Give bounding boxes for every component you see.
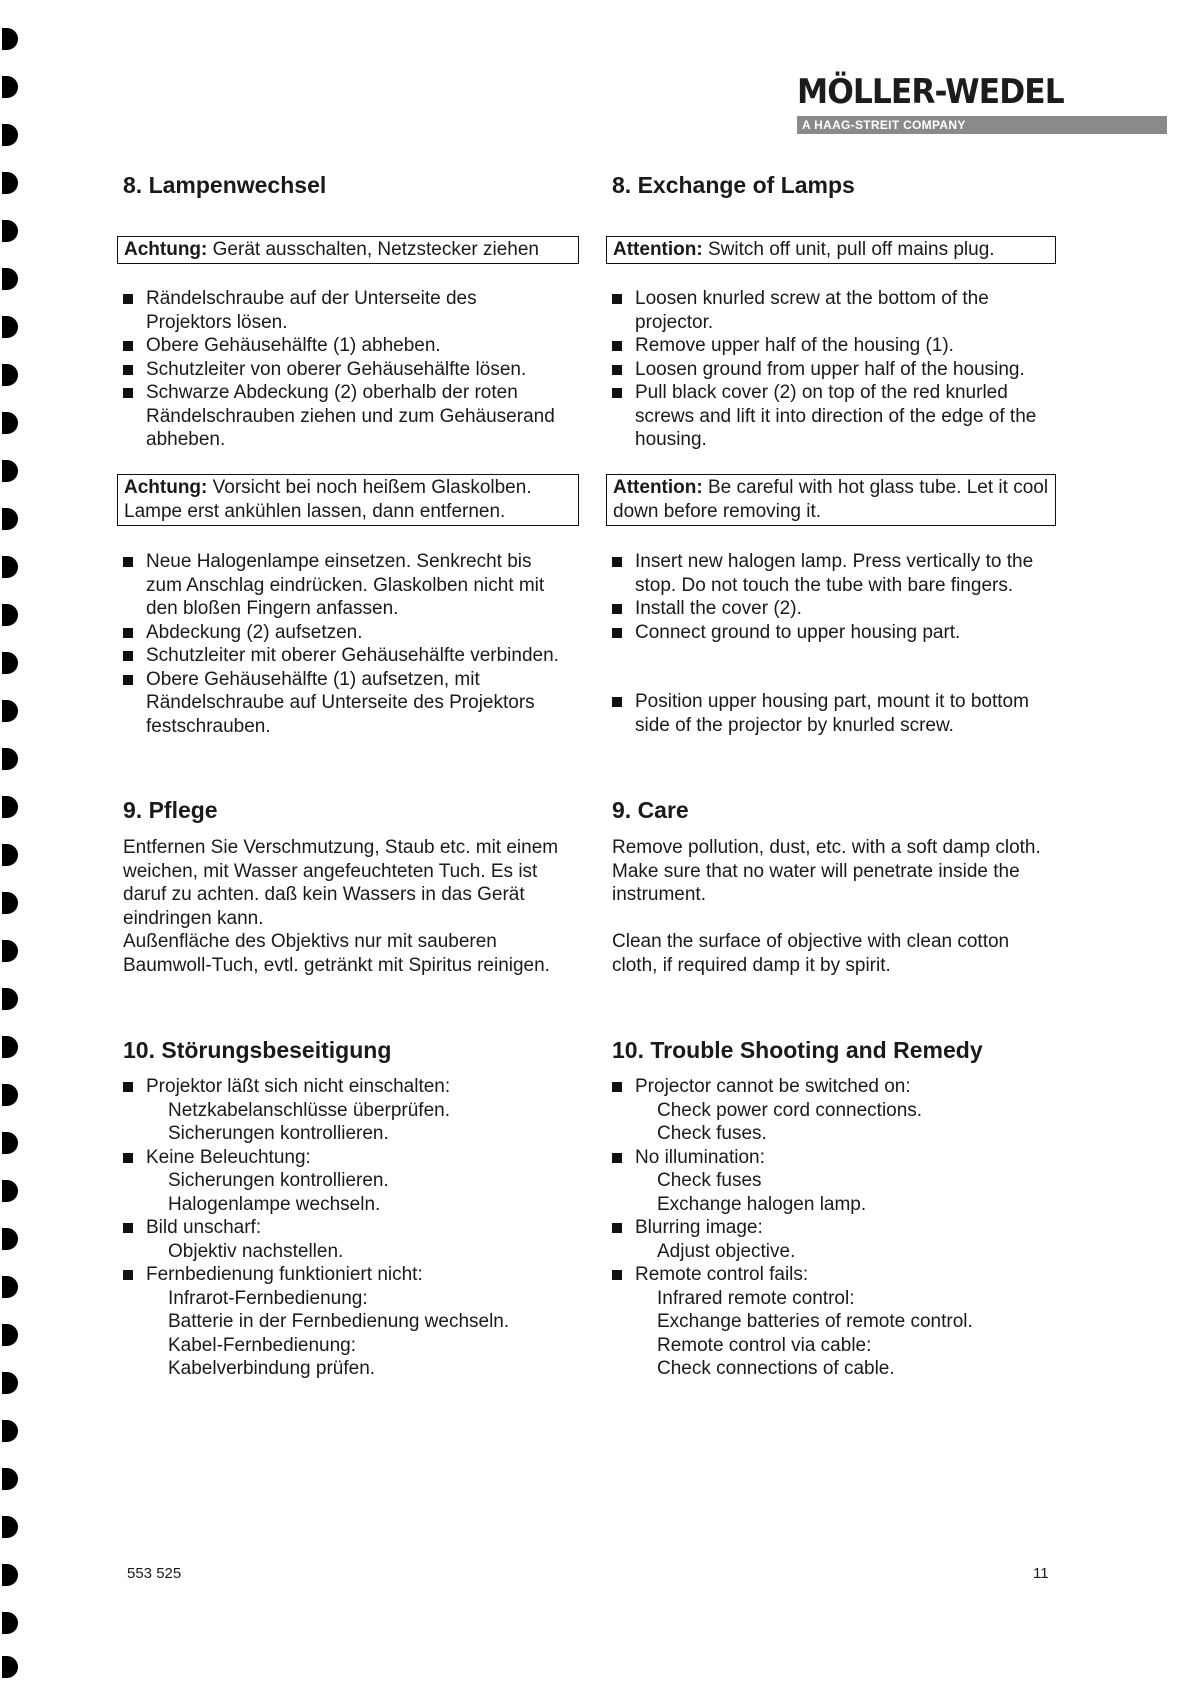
- list-item: Install the cover (2).: [612, 597, 1057, 621]
- care-text-1: Entfernen Sie Verschmutzung, Staub etc. mit einem weichen, mit Wasser angefeuchteten Tuch. Es ist daruf zu achten. daß kein Wassers in das Gerät eindringen kann.: [123, 837, 559, 929]
- remedy-text: Objektiv nachstellen.: [168, 1240, 344, 1262]
- attention-text: Be careful with hot glass tube. Let it cool down before removing it.: [613, 477, 1049, 522]
- section-9-title-en: 9. Care: [612, 797, 689, 823]
- list-item: [123, 1146, 578, 1217]
- remedy-text: Kabel-Fernbedienung:: [168, 1334, 357, 1356]
- binding-hole: [2, 220, 18, 242]
- steps-list-1-de: [123, 287, 563, 452]
- attention-box-1-de: [117, 236, 579, 264]
- list-item: Schutzleiter von oberer Gehäusehälfte lösen.: [123, 358, 563, 382]
- binding-hole: [2, 556, 18, 578]
- remedy-text: Check power cord connections.: [657, 1099, 923, 1121]
- remedy-text: Check connections of cable.: [657, 1358, 895, 1379]
- attention-label: Achtung:: [124, 239, 208, 260]
- care-paragraph-en-2: Clean the surface of objective with clean cotton cloth, if required damp it by spirit.: [612, 931, 1010, 976]
- binding-hole: [2, 604, 18, 626]
- binding-hole: [2, 1468, 18, 1490]
- attention-label: Achtung:: [124, 477, 208, 498]
- binding-hole: [2, 364, 18, 386]
- binding-hole: [2, 1324, 18, 1346]
- binding-hole: [2, 1132, 18, 1154]
- remedy-text: Check fuses: [657, 1170, 762, 1191]
- binding-hole: [2, 28, 18, 50]
- attention-box-2-de: [117, 474, 579, 526]
- binding-hole: [2, 748, 18, 770]
- binding-hole: [2, 892, 18, 914]
- steps-list-2-en: [612, 550, 1057, 644]
- list-item: Remove upper half of the housing (1).: [612, 334, 1057, 358]
- list-item: [612, 1146, 1067, 1217]
- binding-hole: [2, 796, 18, 818]
- problem-text: Remote control fails:: [635, 1264, 809, 1285]
- binding-hole: [2, 652, 18, 674]
- binding-hole: [2, 700, 18, 722]
- problem-text: Fernbedienung funktioniert nicht:: [146, 1264, 423, 1285]
- binding-hole: [2, 1564, 18, 1586]
- problem-text: Bild unscharf:: [146, 1217, 262, 1238]
- problem-text: Projektor läßt sich nicht einschalten:: [146, 1076, 451, 1097]
- list-item: Rändelschraube auf der Unterseite des Projektors lösen.: [123, 287, 563, 334]
- binding-holes: [2, 0, 22, 1691]
- binding-hole: [2, 412, 18, 434]
- binding-hole: [2, 508, 18, 530]
- binding-hole: [2, 1276, 18, 1298]
- remedy-text: Remote control via cable:: [657, 1334, 872, 1356]
- remedy-text: Exchange halogen lamp.: [657, 1193, 867, 1215]
- problem-text: Projector cannot be switched on:: [635, 1076, 911, 1097]
- remedy-text: Sicherungen kontrollieren.: [168, 1123, 389, 1144]
- binding-hole: [2, 268, 18, 290]
- section-8-title-en: 8. Exchange of Lamps: [612, 172, 855, 198]
- attention-box-2-en: [606, 474, 1056, 526]
- binding-hole: [2, 1516, 18, 1538]
- attention-label: Attention:: [613, 239, 703, 260]
- remedy-text: Infrarot-Fernbedienung:: [168, 1287, 368, 1309]
- list-item: Insert new halogen lamp. Press vertically to the stop. Do not touch the tube with bare fingers.: [612, 550, 1057, 597]
- care-paragraph-de: [123, 836, 563, 977]
- care-paragraph-en-1: Remove pollution, dust, etc. with a soft damp cloth. Make sure that no water will penetrate inside the instrument.: [612, 837, 1041, 905]
- remedy-text: Infrared remote control:: [657, 1287, 855, 1309]
- binding-hole: [2, 460, 18, 482]
- attention-text: Gerät ausschalten, Netzstecker ziehen: [207, 239, 539, 260]
- binding-hole: [2, 1656, 18, 1678]
- page-number: 11: [1033, 1565, 1049, 1582]
- problem-text: No illumination:: [635, 1146, 765, 1168]
- list-item: [612, 1216, 1067, 1263]
- problem-text: Blurring image:: [635, 1217, 763, 1238]
- list-item: [612, 1263, 1067, 1381]
- remedy-text: Sicherungen kontrollieren.: [168, 1170, 389, 1191]
- binding-hole: [2, 1228, 18, 1250]
- remedy-text: Exchange batteries of remote control.: [657, 1311, 973, 1332]
- attention-text: Switch off unit, pull off mains plug.: [702, 239, 995, 260]
- brand-name: MÖLLER-WEDEL: [797, 72, 1064, 112]
- binding-hole: [2, 1084, 18, 1106]
- list-item: [123, 1075, 578, 1146]
- remedy-text: Netzkabelanschlüsse überprüfen.: [168, 1099, 451, 1121]
- list-item: Schutzleiter mit oberer Gehäusehälfte verbinden.: [123, 644, 563, 668]
- list-item: Obere Gehäusehälfte (1) abheben.: [123, 334, 563, 358]
- list-item: Position upper housing part, mount it to bottom side of the projector by knurled screw.: [612, 690, 1057, 737]
- attention-label: Attention:: [613, 477, 703, 498]
- attention-box-1-en: [606, 236, 1056, 264]
- brand-tagline: A HAAG-STREIT COMPANY: [797, 116, 1167, 134]
- remedy-text: Batterie in der Fernbedienung wechseln.: [168, 1311, 510, 1332]
- care-text-2: Außenfläche des Objektivs nur mit sauberen Baumwoll-Tuch, evtl. getränkt mit Spiritus reinigen.: [123, 931, 550, 976]
- trouble-list-de: [123, 1075, 578, 1381]
- remedy-text: Halogenlampe wechseln.: [168, 1193, 381, 1215]
- list-item: [123, 1216, 578, 1263]
- binding-hole: [2, 1372, 18, 1394]
- list-item: [123, 1263, 578, 1381]
- binding-hole: [2, 172, 18, 194]
- brand-logo: [797, 72, 1177, 134]
- binding-hole: [2, 844, 18, 866]
- list-item: Obere Gehäusehälfte (1) aufsetzen, mit Rändelschraube auf Unterseite des Projektors festschrauben.: [123, 668, 563, 739]
- binding-hole: [2, 1420, 18, 1442]
- section-10-title-de: 10. Störungsbeseitigung: [123, 1037, 392, 1063]
- section-10-title-en: 10. Trouble Shooting and Remedy: [612, 1037, 983, 1063]
- section-9-title-de: 9. Pflege: [123, 797, 218, 823]
- list-item: Pull black cover (2) on top of the red knurled screws and lift it into direction of the edge of the housing.: [612, 381, 1057, 452]
- remedy-text: Check fuses.: [657, 1123, 767, 1144]
- list-item: Loosen ground from upper half of the housing.: [612, 358, 1057, 382]
- binding-hole: [2, 316, 18, 338]
- binding-hole: [2, 1612, 18, 1634]
- remedy-text: Kabelverbindung prüfen.: [168, 1358, 376, 1379]
- steps-list-3-en: [612, 690, 1057, 737]
- attention-text: Vorsicht bei noch heißem Glaskolben. Lampe erst ankühlen lassen, dann entfernen.: [124, 477, 532, 522]
- problem-text: Keine Beleuchtung:: [146, 1146, 311, 1168]
- section-8-title-de: 8. Lampenwechsel: [123, 172, 327, 198]
- binding-hole: [2, 1180, 18, 1202]
- list-item: [612, 1075, 1067, 1146]
- remedy-text: Adjust objective.: [657, 1240, 796, 1262]
- binding-hole: [2, 988, 18, 1010]
- binding-hole: [2, 1036, 18, 1058]
- binding-hole: [2, 124, 18, 146]
- list-item: Connect ground to upper housing part.: [612, 621, 1057, 645]
- binding-hole: [2, 940, 18, 962]
- steps-list-1-en: [612, 287, 1057, 452]
- list-item: Loosen knurled screw at the bottom of the projector.: [612, 287, 1057, 334]
- binding-hole: [2, 76, 18, 98]
- list-item: Abdeckung (2) aufsetzen.: [123, 621, 563, 645]
- trouble-list-en: [612, 1075, 1067, 1381]
- list-item: Schwarze Abdeckung (2) oberhalb der roten Rändelschrauben ziehen und zum Gehäuserand abheben.: [123, 381, 563, 452]
- steps-list-2-de: [123, 550, 563, 738]
- document-number: 553 525: [127, 1565, 182, 1582]
- list-item: Neue Halogenlampe einsetzen. Senkrecht bis zum Anschlag eindrücken. Glaskolben nicht mit den bloßen Fingern anfassen.: [123, 550, 563, 621]
